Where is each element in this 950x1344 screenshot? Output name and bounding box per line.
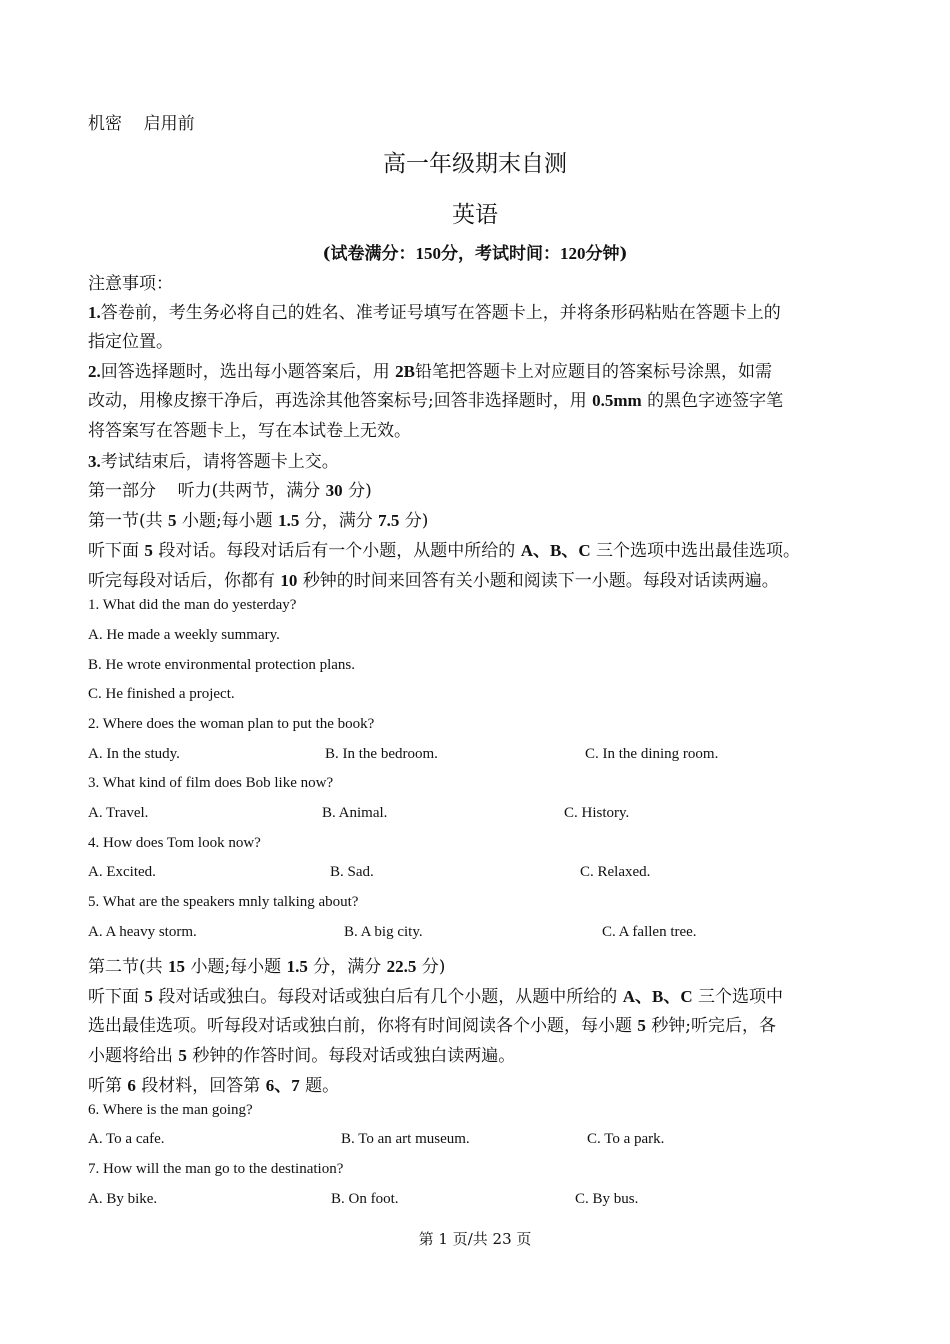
footer-page: 1	[438, 1230, 448, 1248]
instr1-b: 段对话。每段对话后有一个小题，从题中所给的	[158, 541, 516, 561]
sec2-l2-num: 5	[637, 1016, 646, 1035]
instr1-c: 三个选项中选出最佳选项。	[596, 541, 801, 561]
time-total: 120	[560, 244, 586, 263]
question-2: 2. Where does the woman plan to put the book?	[88, 716, 375, 732]
sec1-count: 5	[168, 511, 177, 530]
exam-subject: 英语	[452, 202, 498, 228]
sec2-l1-abc: A、B、C	[622, 987, 693, 1006]
part1-heading-b: 听力(共两节，满分	[177, 481, 321, 501]
part1-score: 30	[325, 481, 343, 500]
sec2-each: 1.5	[286, 957, 308, 976]
part1-heading-c: 分)	[348, 481, 372, 501]
notice-1-line2: 指定位置。	[88, 332, 173, 352]
q6-option-b: B. To an art museum.	[341, 1131, 470, 1147]
sec2-l1-c: 三个选项中	[698, 987, 784, 1007]
mat-c: 题。	[305, 1076, 340, 1096]
sec1-a: 第一节(共	[88, 511, 163, 531]
instr2-b: 秒钟的时间来回答有关小题和阅读下一小题。每段对话读两遍。	[302, 571, 779, 591]
notice-2-pen: 0.5mm	[592, 391, 642, 410]
question-7: 7. How will the man go to the destination?	[88, 1161, 344, 1177]
sec2-l3-b: 秒钟的作答时间。每段对话或独白读两遍。	[192, 1046, 516, 1066]
page-footer	[0, 1228, 950, 1249]
q4-option-a: A. Excited.	[88, 864, 156, 880]
sec2-a: 第二节(共	[88, 957, 163, 977]
sec2-total: 22.5	[386, 957, 417, 976]
q5-option-a: A. A heavy storm.	[88, 924, 197, 940]
section1-instruction-line1	[88, 536, 800, 561]
score-info-c: 分钟)	[585, 244, 628, 264]
q1-option-c: C. He finished a project.	[88, 686, 235, 702]
notice-2-num: 2.	[88, 362, 101, 381]
instr1-abc: A、B、C	[520, 541, 591, 560]
sec2-l1-num: 5	[144, 987, 153, 1006]
notice-1-text1: 答卷前，考生务必将自己的姓名、准考证号填写在答题卡上，并将条形码粘贴在答题卡上的	[100, 303, 781, 323]
q3-option-a: A. Travel.	[88, 805, 149, 821]
sec2-l2-b: 秒钟;听完后，各	[651, 1016, 777, 1036]
part1-heading-a: 第一部分	[88, 481, 156, 501]
confidential-label	[88, 109, 195, 134]
notice-3-num: 3.	[88, 452, 101, 471]
notice-3-text1: 考试结束后，请将答题卡上交。	[100, 452, 339, 472]
question-3: 3. What kind of film does Bob like now?	[88, 775, 334, 791]
q7-option-b: B. On foot.	[331, 1191, 399, 1207]
mat-num: 6	[127, 1076, 136, 1095]
q7-option-c: C. By bus.	[575, 1191, 639, 1207]
q1-option-a: A. He made a weekly summary.	[88, 627, 280, 643]
instr2-a: 听完每段对话后，你都有	[88, 571, 275, 591]
q3-option-b: B. Animal.	[322, 805, 388, 821]
mat-q: 6、7	[265, 1076, 300, 1095]
sec2-l2-a: 选出最佳选项。听每段对话或独白前，你将有时间阅读各个小题，每小题	[88, 1016, 632, 1036]
notice-2-line2	[88, 386, 783, 411]
section2-heading	[88, 952, 445, 977]
material-6-instruction	[88, 1071, 339, 1096]
sec1-c: 分，满分	[304, 511, 373, 531]
sec2-l3-a: 小题将给出	[88, 1046, 173, 1066]
section2-instruction-line1	[88, 982, 783, 1007]
instr1-num: 5	[144, 541, 153, 560]
question-5: 5. What are the speakers mnly talking about?	[88, 894, 359, 910]
q2-option-c: C. In the dining room.	[585, 746, 719, 762]
sec2-d: 分)	[421, 957, 446, 977]
notice-1-num: 1.	[88, 303, 101, 322]
notice-2-text2a: 改动，用橡皮擦干净后，再选涂其他答案标号;回答非选择题时，用	[88, 391, 587, 411]
notice-2-text1b: 铅笔把答题卡上对应题目的答案标号涂黑，如需	[415, 362, 772, 382]
exam-title: 高一年级期末自测	[383, 151, 567, 177]
sec2-l1-a: 听下面	[88, 987, 139, 1007]
sec2-l3-num: 5	[178, 1046, 187, 1065]
footer-c: 页	[516, 1230, 532, 1248]
score-time-info	[0, 239, 950, 264]
q6-option-a: A. To a cafe.	[88, 1131, 165, 1147]
q2-option-a: A. In the study.	[88, 746, 180, 762]
section2-instruction-line2	[88, 1011, 776, 1036]
question-4: 4. How does Tom look now?	[88, 835, 261, 851]
section2-instruction-line3	[88, 1041, 515, 1066]
notice-2-text1a: 回答选择题时，选出每小题答案后，用	[100, 362, 390, 382]
q3-option-c: C. History.	[564, 805, 630, 821]
sec1-total: 7.5	[378, 511, 400, 530]
notice-3-line1	[88, 447, 339, 472]
score-info-b: 分，考试时间：	[441, 244, 560, 264]
q5-option-b: B. A big city.	[344, 924, 423, 940]
q1-option-b: B. He wrote environmental protection plans.	[88, 657, 356, 673]
part1-heading	[88, 476, 372, 501]
sec2-b: 小题;每小题	[190, 957, 282, 977]
footer-total: 23	[492, 1230, 512, 1248]
notice-2-pencil: 2B	[395, 362, 415, 381]
secret-text: 机密	[88, 114, 122, 134]
before-use-text: 启用前	[143, 114, 195, 134]
section1-heading	[88, 506, 428, 531]
q7-option-a: A. By bike.	[88, 1191, 158, 1207]
sec1-d: 分)	[404, 511, 429, 531]
score-info-a: (试卷满分：	[322, 244, 416, 264]
sec1-b: 小题;每小题	[181, 511, 273, 531]
question-1: 1. What did the man do yesterday?	[88, 597, 297, 613]
mat-a: 听第	[88, 1076, 122, 1096]
sec2-count: 15	[168, 957, 186, 976]
notice-2-text2b: 的黑色字迹签字笔	[647, 391, 784, 411]
notice-1-line1	[88, 298, 781, 323]
notice-2-line1	[88, 357, 772, 382]
sec1-each: 1.5	[278, 511, 300, 530]
q5-option-c: C. A fallen tree.	[602, 924, 697, 940]
sec2-l1-b: 段对话或独白。每段对话或独白后有几个小题，从题中所给的	[158, 987, 618, 1007]
question-6: 6. Where is the man going?	[88, 1102, 253, 1118]
q2-option-b: B. In the bedroom.	[325, 746, 438, 762]
score-total: 150	[415, 244, 441, 263]
notice-label: 注意事项：	[88, 274, 173, 294]
q6-option-c: C. To a park.	[587, 1131, 665, 1147]
sec2-c: 分，满分	[313, 957, 382, 977]
q4-option-b: B. Sad.	[330, 864, 374, 880]
footer-b: 页/共	[452, 1230, 488, 1248]
section1-instruction-line2	[88, 566, 779, 591]
instr2-sec: 10	[280, 571, 298, 590]
instr1-a: 听下面	[88, 541, 139, 561]
footer-a: 第	[418, 1230, 434, 1248]
mat-b: 段材料，回答第	[141, 1076, 261, 1096]
q4-option-c: C. Relaxed.	[580, 864, 651, 880]
notice-2-line3: 将答案写在答题卡上，写在本试卷上无效。	[88, 421, 411, 441]
